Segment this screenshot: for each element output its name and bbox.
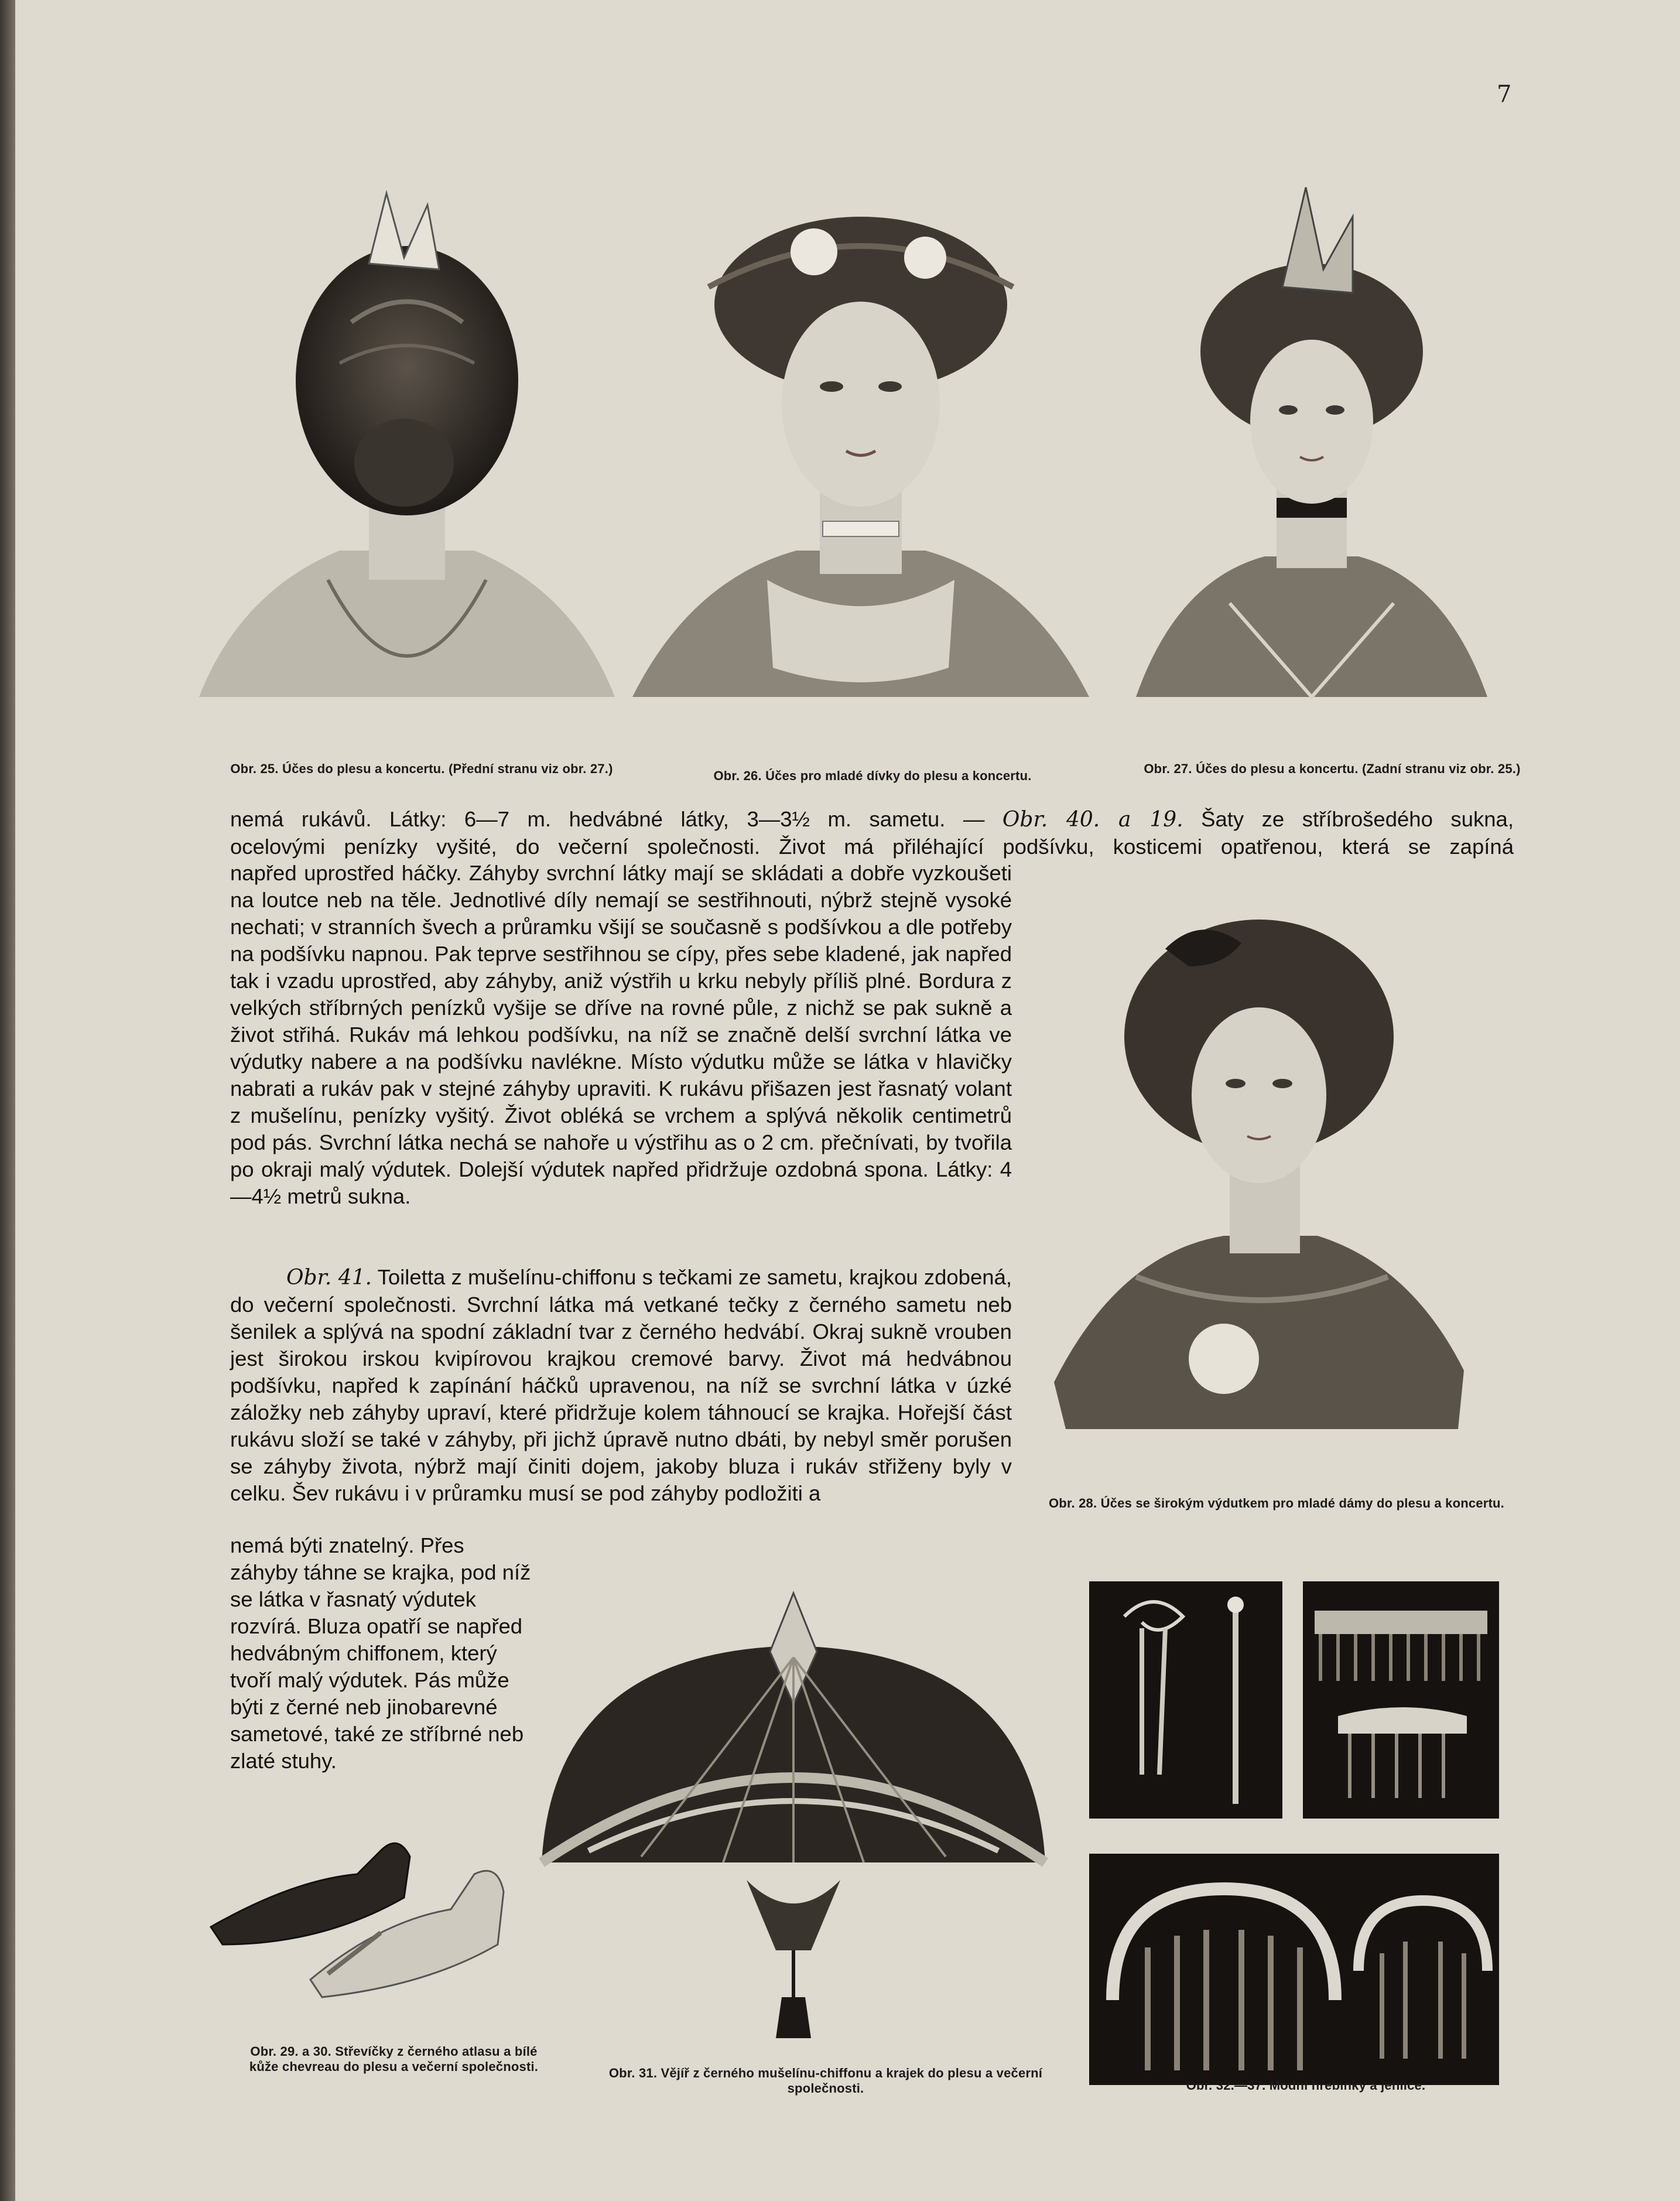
figure-32-33-hairpins-plate (1089, 1581, 1282, 1819)
shoes-illustration (205, 1810, 533, 2003)
text-line-1: nemá rukávů. Látky: 6—7 m. hedvábné látky, 3—3½ m. sametu. — (230, 807, 985, 831)
figure-29-30-shoes (205, 1810, 533, 2003)
page-number: 7 (1497, 81, 1512, 108)
text-full-width-lines (230, 806, 1514, 860)
young-girl-portrait (621, 170, 1101, 726)
figure-29-30-caption: Obr. 29. a 30. Střevíčky z černého atlasu a bílé kůže chevreau do plesu a večerní společnosti. (249, 2044, 539, 2074)
figure-28-wide-hairdo (1048, 902, 1470, 1464)
paragraph-2-text: Toiletta z mušelínu-chiffonu s tečkami ze sametu, krajkou zdobená, do večerní společnosti. Svrchní látka má vetkané tečky z černého sametu neb šenilek a splývá na spodní základní tvar z černého hedvábí. Okraj sukně vrouben jest širokou irskou kvipírovou krajkou cremové barvy. Život má hedvábnou podšívku, napřed k zapínání háčků upravenou, na níž se svrchní látka v úzké záložky neb záhyby upraví, které přidržuje kolem táhnoucí se krajka. Hořejší část rukávu složí se také v záhyby, při jichž úpravě nutno dbáti, by nebyl směr porušen se záhyby života, nýbrž mají činiti dojem, jakoby bluza i rukáv střiženy byly v celku. Šev rukávu i v průramku musí se pod záhyby podložiti a (230, 1265, 1012, 1505)
figure-25-caption: Obr. 25. Účes do plesu a koncertu. (Přední stranu viz obr. 27.) (230, 761, 613, 776)
figure-ref-41: Obr. 41. (286, 1266, 372, 1290)
text-line-2: ocelovými penízky vyšité, do večerní společnosti. Život má přiléhající podšívku, kosticemi opatřenou, která se zapíná (230, 835, 1514, 859)
paragraph-dress-40 (230, 860, 1012, 1210)
figure-31-fan (536, 1575, 1051, 2038)
large-combs-illustration (1089, 1854, 1499, 2085)
paragraph-1-text: napřed uprostřed háčky. Záhyby svrchní látky mají se skládati a dobře vyzkoušeti na loutce neb na těle. Jednotlivé díly nemají se sestřihnouti, nýbrž stejně vysoké nechati; v stranních švech a průramku všijí se současně s podšívkou a dle potřeby na podšívku napnou. Pak teprve sestřihnou se cípy, přes sebe kladené, jak napřed tak i vzadu uprostřed, aby záhyby, aniž výstřih u krku nebyly příliš plné. Bordura z velkých stříbrných penízků vyšije se dříve na rovné půle, z nichž se pak sukně a život střihá. Rukáv má lehkou podšívku, na níž se značně delší svrchní látka ve výdutky nabere a na podšívku navlékne. Místo výdutku může se látka v hlavičky nabrati a rukáv pak v stejné záhyby upraviti. K rukávu přišazen jest řasnatý volant z mušelínu, penízky vyšitý. Život obléká se vrchem a splývá několik centimetrů pod pás. Svrchní látka nechá se nahoře u výstřihu as o 2 cm. přečnívati, by tvořila po okraji malý výdutek. Dolejší výdutek napřed přidržuje ozdobná spona. Látky: 4—4½ metrů sukna. (230, 861, 1012, 1208)
figure-25-hairdo-back (193, 170, 621, 732)
paragraph-toilette-41 (230, 1264, 1012, 1507)
fan-illustration (536, 1575, 1051, 2038)
figure-36-37-combs-plate (1089, 1854, 1499, 2085)
book-binding-edge (0, 0, 15, 2201)
figure-34-35-combs-plate (1303, 1581, 1499, 1819)
figure-27-hairdo-front (1130, 170, 1493, 732)
combs-illustration (1303, 1581, 1499, 1819)
figure-28-caption: Obr. 28. Účes se širokým výdutkem pro mladé dámy do plesu a koncertu. (1049, 1496, 1504, 1510)
text-line-1-tail: Šaty ze stříbrošedého sukna, (1201, 807, 1514, 831)
figure-31-caption: Obr. 31. Vějíř z černého mušelínu-chiffonu a krajek do plesu a večerní společnosti. (608, 2066, 1043, 2096)
figure-32-37-caption: Obr. 32.—37. Modní hřebínky a jehlice. (1186, 2078, 1426, 2093)
hairdo-back-illustration (193, 170, 621, 732)
figure-26-young-girl-hairdo (621, 170, 1101, 726)
figure-27-caption: Obr. 27. Účes do plesu a koncertu. (Zadní stranu viz obr. 25.) (1144, 761, 1521, 776)
figure-ref-40-19: Obr. 40. a 19. (1002, 808, 1183, 832)
paragraph-narrow-continuation (230, 1532, 535, 1775)
hairpins-illustration (1089, 1581, 1282, 1819)
wide-hairdo-portrait (1048, 902, 1470, 1464)
paragraph-narrow-text: nemá býti znatelný. Přes záhyby táhne se krajka, pod níž se látka v řasnatý výdutek rozvírá. Bluza opatří se napřed hedvábným chiffonem, který tvoří malý výdutek. Pás může býti z černé neb jinobarevné sametové, také ze stříbrné neb zlaté stuhy. (230, 1533, 531, 1773)
hairdo-front-portrait (1130, 170, 1493, 732)
figure-26-caption: Obr. 26. Účes pro mladé dívky do plesu a koncertu. (713, 768, 1032, 783)
